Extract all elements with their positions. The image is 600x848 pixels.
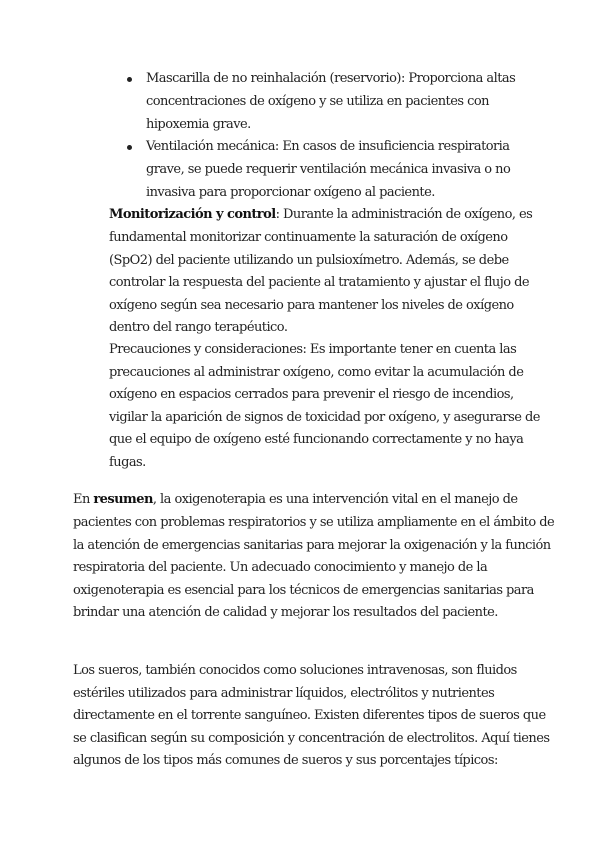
bullet-2-line-1: Ventilación mecánica: En casos de insuficiencia respiratoria [146, 139, 510, 154]
monitoring-heading: Monitorización y control [109, 207, 276, 222]
bullet-2-line-3: invasiva para proporcionar oxígeno al paciente. [146, 185, 435, 200]
bullet-2-line-2: grave, se puede requerir ventilación mecánica invasiva o no [146, 162, 511, 177]
monitoring-line-1-text: : Durante la administración de oxígeno, es [275, 207, 533, 222]
serums-line: se clasifican según su composición y concentración de electrolitos. Aquí tienes [73, 731, 550, 746]
summary-lead: En [73, 492, 94, 507]
summary-line: brindar una atención de calidad y mejorar los resultados del paciente. [73, 605, 498, 620]
bullet-1-line-1: Mascarilla de no reinhalación (reservorio): Proporciona altas [146, 71, 516, 86]
summary-line: oxigenoterapia es esencial para los técnicos de emergencias sanitarias para [73, 583, 534, 598]
precautions-line: oxígeno en espacios cerrados para prevenir el riesgo de incendios, [109, 387, 514, 402]
summary-line: pacientes con problemas respiratorios y se utiliza ampliamente en el ámbito de [73, 515, 555, 530]
summary-line: respiratoria del paciente. Un adecuado conocimiento y manejo de la [73, 560, 488, 575]
monitoring-line: oxígeno según sea necesario para mantener los niveles de oxígeno [109, 298, 514, 313]
bullet-1-line-2: concentraciones de oxígeno y se utiliza en pacientes con [146, 94, 489, 109]
monitoring-line: fundamental monitorizar continuamente la saturación de oxígeno [109, 230, 508, 245]
serums-line: estériles utilizados para administrar líquidos, electrólitos y nutrientes [73, 686, 495, 701]
summary-line: la atención de emergencias sanitarias para mejorar la oxigenación y la función [73, 538, 551, 553]
serums-line: Los sueros, también conocidos como soluciones intravenosas, son fluidos [73, 663, 517, 678]
monitoring-line: dentro del rango terapéutico. [109, 320, 288, 335]
monitoring-line: controlar la respuesta del paciente al tratamiento y ajustar el flujo de [109, 275, 530, 290]
precautions-line: vigilar la aparición de signos de toxicidad por oxígeno, y asegurarse de [109, 410, 540, 425]
bullet-1-line-3: hipoxemia grave. [146, 117, 251, 132]
precautions-line: que el equipo de oxígeno esté funcionando correctamente y no haya [109, 432, 524, 447]
summary-line-1-text: , la oxigenoterapia es una intervención vital en el manejo de [152, 492, 518, 507]
summary-bold-word: resumen [93, 492, 153, 507]
precautions-line: precauciones al administrar oxígeno, como evitar la acumulación de [109, 365, 524, 380]
precautions-line: fugas. [109, 455, 146, 470]
precautions-line: Precauciones y consideraciones: Es importante tener en cuenta las [109, 342, 517, 357]
bullet-dot [127, 145, 132, 150]
summary-line-1 [73, 492, 518, 508]
monitoring-line-1 [109, 207, 532, 223]
serums-line: algunos de los tipos más comunes de sueros y sus porcentajes típicos: [73, 753, 498, 768]
serums-line: directamente en el torrente sanguíneo. Existen diferentes tipos de sueros que [73, 708, 546, 723]
monitoring-line: (SpO2) del paciente utilizando un pulsioxímetro. Además, se debe [109, 253, 509, 268]
bullet-dot [127, 77, 132, 82]
